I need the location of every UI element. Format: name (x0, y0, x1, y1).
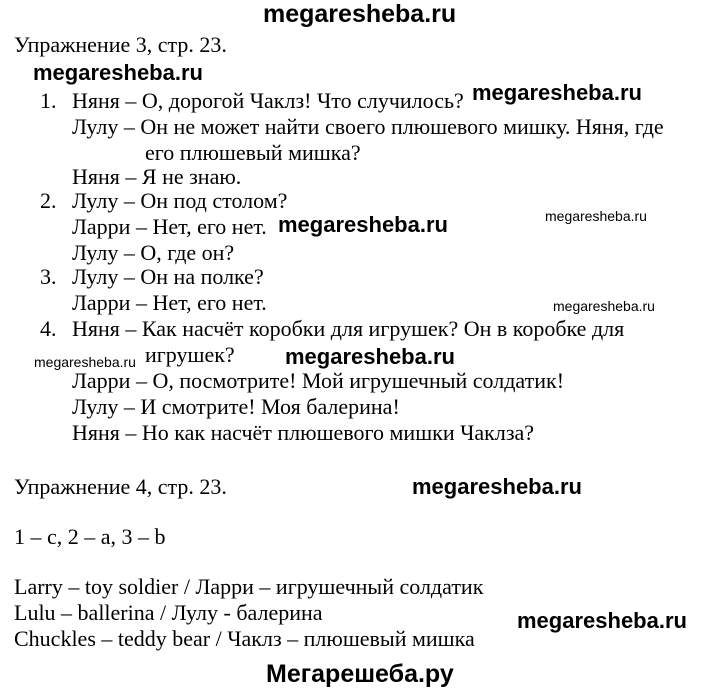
dialogue-line: Лулу – О, где он? (72, 240, 235, 265)
answer-key: 1 – c, 2 – a, 3 – b (14, 524, 166, 549)
watermark: megaresheba.ru (33, 60, 203, 85)
item-number: 1. (40, 88, 57, 113)
dialogue-line: игрушек? (145, 342, 235, 367)
watermark: megaresheba.ru (517, 608, 687, 633)
watermark-small: megaresheba.ru (545, 208, 647, 224)
vocabulary-pair: Lulu – ballerina / Лулу - балерина (14, 600, 323, 625)
dialogue-line: Ларри – О, посмотрите! Мой игрушечный солдатик! (72, 368, 565, 393)
footer-watermark: Мегарешеба.ру (266, 660, 454, 688)
item-number: 2. (40, 188, 57, 213)
dialogue-line: Няня – Я не знаю. (72, 164, 242, 189)
watermark: megaresheba.ru (285, 344, 455, 369)
watermark-small: megaresheba.ru (34, 354, 136, 370)
dialogue-line: Няня – О, дорогой Чаклз! Что случилось? (72, 88, 464, 113)
dialogue-line: Ларри – Нет, его нет. (72, 214, 267, 239)
dialogue-line: Няня – Как насчёт коробки для игрушек? Он в коробке для (72, 316, 625, 341)
dialogue-line: Лулу – Он не может найти своего плюшевого мишку. Няня, где (72, 114, 664, 139)
exercise-4-heading: Упражнение 4, стр. 23. (14, 474, 227, 499)
item-number: 4. (40, 316, 57, 341)
dialogue-line: Лулу – Он на полке? (72, 264, 264, 289)
dialogue-line: Ларри – Нет, его нет. (72, 290, 267, 315)
dialogue-line: Лулу – Он под столом? (72, 188, 288, 213)
dialogue-line: Няня – Но как насчёт плюшевого мишки Чаклза? (72, 420, 535, 445)
vocabulary-pair: Larry – toy soldier / Ларри – игрушечный солдатик (14, 574, 484, 599)
watermark: megaresheba.ru (412, 474, 582, 499)
vocabulary-pair: Chuckles – teddy bear / Чаклз – плюшевый мишка (14, 626, 475, 651)
watermark: megaresheba.ru (472, 80, 642, 105)
dialogue-line: Лулу – И смотрите! Моя балерина! (72, 394, 400, 419)
watermark-small: megaresheba.ru (553, 298, 655, 314)
exercise-3-heading: Упражнение 3, стр. 23. (14, 32, 227, 57)
header-watermark: megaresheba.ru (263, 0, 457, 28)
watermark: megaresheba.ru (278, 212, 448, 237)
dialogue-line: его плюшевый мишка? (145, 140, 361, 165)
item-number: 3. (40, 264, 57, 289)
